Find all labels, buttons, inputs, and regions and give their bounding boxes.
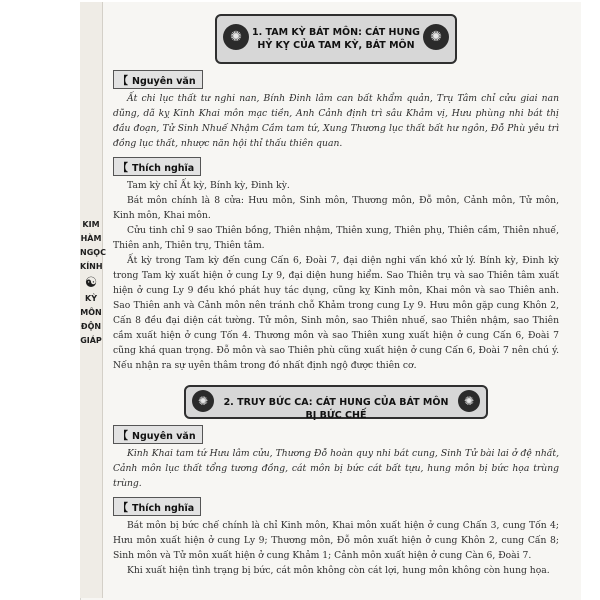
yin-yang-icon: ☯ xyxy=(84,275,98,291)
side-title-word: NGỌC xyxy=(80,248,106,257)
explanation-paragraph: Khi xuất hiện tình trạng bị bức, cát môn không còn cát lợi, hung môn không còn hung họa. xyxy=(127,565,550,576)
label-text: Thích nghĩa xyxy=(132,503,195,514)
side-title-word: MÔN xyxy=(80,308,102,317)
original-text-label xyxy=(113,70,203,89)
explanation-paragraph: Cửu tinh chỉ 9 sao Thiên bồng, Thiên nhậm, Thiên xung, Thiên phụ, Thiên cầm, Thiên nhuế, Thiên anh, Thiên trụ, Thiên tâm. xyxy=(113,225,559,251)
section-1-title-line-2: HỶ KỴ CỦA TAM KỲ, BÁT MÔN xyxy=(257,40,415,51)
section-1-title xyxy=(251,26,421,52)
explanation-paragraph: Ất kỳ trong Tam kỳ đến cung Cấn 6, Đoài 7, đại diện nghi vấn khó xử lý. Bính kỳ, Đinh kỳ trong Tam kỳ xuất hiện ở cung Ly 9, đại diện hung hiểm. Sao Thiên trụ và sao Thiên tâm xuất hiện ở cung Ly 9 đều khó phát huy tác dụng, cũng kỵ Kinh môn, Khai môn và sao Thiên anh. Sao Thiên anh và Cảnh môn nên tránh chỗ Khảm trong cung Ly 9. Hưu môn gặp cung Khôn 2, Cấn 8 đều đại diện cát tường. Tử môn, Sinh môn, sao Thiên nhuế, sao Thiên nhậm, sao Thiên cầm xuất hiện ở cung Tốn 4. Thương môn và sao Thiên xung xuất hiện ở cung Cấn 6, Đoài 7 cũng khá quan trọng. Đỗ môn và sao Thiên phù cũng xuất hiện ở cung Cấn 6, Đoài 7 nên chú ý. Nếu nhận ra sự uyên thâm trong đó nhất định ngộ được thiên cơ. xyxy=(113,255,559,371)
dragon-emblem-icon: ✺ xyxy=(192,390,214,412)
section-1-heading xyxy=(215,14,457,64)
explanation-paragraph: Tam kỳ chỉ Ất kỳ, Bính kỳ, Đinh kỳ. xyxy=(127,180,290,191)
dragon-emblem-icon: ✺ xyxy=(423,24,449,50)
side-title-word: HÀM xyxy=(80,234,102,243)
original-text: Ất chi lục thất tư nghi nan, Bính Đinh lâm can bất khẩm quản, Trụ Tâm chỉ cửu giai nan dũng, dã kỵ Kinh Khai môn mạc tiền, Anh Cảnh định trì sâu Khảm vị, Hưu phùng nhi bát thị đầu đoạn, Tử Sinh Nhuế Nhậm Cầm tam tứ, Xung Thương lục thất bất hư ngôn, Đỗ Phù yêu trì đồng lục thất, nhược năn hội thỉ thấu thiên quan. xyxy=(113,93,559,149)
side-title-word: ĐỘN xyxy=(80,322,102,331)
book-page xyxy=(80,2,581,600)
section-2-heading xyxy=(184,385,488,419)
explanation-label xyxy=(113,157,201,176)
side-title-word: KIM xyxy=(82,220,100,229)
explanation-paragraph: Bát môn bị bức chế chính là chỉ Kinh môn, Khai môn xuất hiện ở cung Chấn 3, cung Tốn 4; Hưu môn xuất hiện ở cung Ly 9; Thương môn, Đỗ môn xuất hiện ở cung Khôn 2, cung Cấn 8; Sinh môn và Tử môn xuất hiện ở cung Khảm 1; Cảnh môn xuất hiện ở cung Càn 6, Đoài 7. xyxy=(113,520,559,561)
section-2-title: 2. TRUY BỨC CA: CÁT HUNG CỦA BÁT MÔN BỊ BỨC CHẾ xyxy=(223,397,449,421)
left-margin xyxy=(0,0,78,600)
bracket-icon: 【 xyxy=(118,431,128,442)
original-text: Kinh Khai tam tứ Hưu lâm cửu, Thương Đỗ hoàn quy nhi bát cung, Sinh Tử bài lai ở đệ nhất, Cảnh môn lục thất tổng tương đồng, cát môn bị bức cát bất tựu, hung môn bị bức họa trùng trùng. xyxy=(113,448,559,489)
bracket-icon: 【 xyxy=(118,503,128,514)
side-title-word: GIÁP xyxy=(80,336,102,345)
label-text: Nguyên văn xyxy=(132,76,196,87)
side-title-word: KỲ xyxy=(85,294,97,303)
section-1-title-line-1: 1. TAM KỲ BÁT MÔN: CÁT HUNG xyxy=(252,27,420,38)
dragon-emblem-icon: ✺ xyxy=(223,24,249,50)
page-content xyxy=(113,2,559,578)
dragon-emblem-icon: ✺ xyxy=(458,390,480,412)
explanation-paragraph: Bát môn chính là 8 cửa: Hưu môn, Sinh môn, Thương môn, Đỗ môn, Cảnh môn, Tử môn, Kinh môn, Khai môn. xyxy=(113,195,559,221)
bracket-icon: 【 xyxy=(118,76,128,87)
bracket-icon: 【 xyxy=(118,163,128,174)
original-text-label xyxy=(113,425,203,444)
side-title-word: KÍNH xyxy=(80,262,103,271)
label-text: Thích nghĩa xyxy=(132,163,195,174)
book-side-title xyxy=(80,218,106,348)
label-text: Nguyên văn xyxy=(132,431,196,442)
explanation-label xyxy=(113,497,201,516)
